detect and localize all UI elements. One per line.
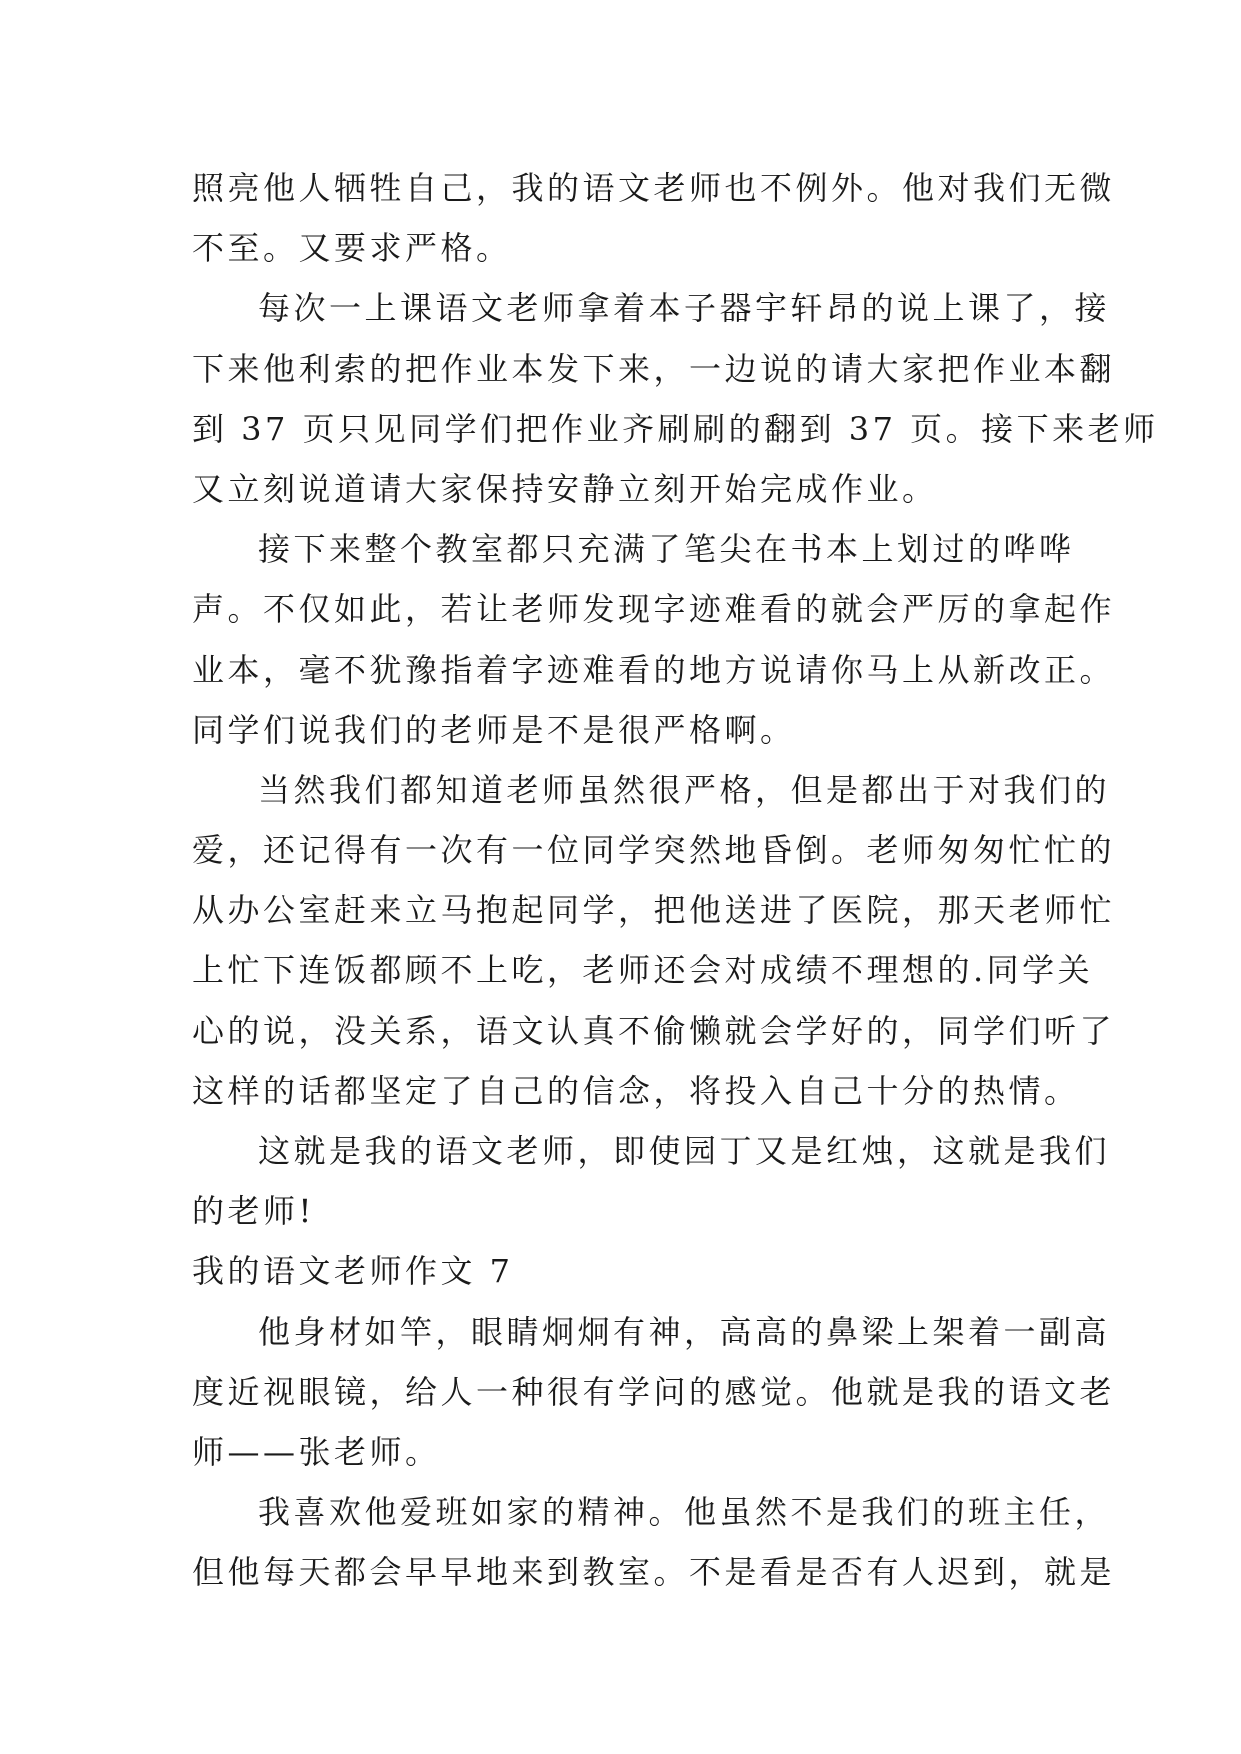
text-line: 心的说，没关系，语文认真不偷懒就会学好的，同学们听了 <box>192 1011 1116 1050</box>
text-line: 度近视眼镜，给人一种很有学问的感觉。他就是我的语文老 <box>192 1372 1116 1411</box>
text-line: 我喜欢他爱班如家的精神。他虽然不是我们的班主任， <box>258 1493 1111 1532</box>
text-line: 这就是我的语文老师，即使园丁又是红烛，这就是我们 <box>258 1132 1111 1170</box>
text-line: 到 37 页只见同学们把作业齐刷刷的翻到 37 页。接下来老师 <box>192 409 1159 448</box>
text-line: 当然我们都知道老师虽然很严格，但是都出于对我们的 <box>258 770 1111 809</box>
text-line: 照亮他人牺牲自己，我的语文老师也不例外。他对我们无微 <box>192 169 1116 207</box>
text-line: 的老师! <box>192 1192 315 1231</box>
text-line: 师——张老师。 <box>192 1432 441 1471</box>
text-line: 业本，毫不犹豫指着字迹难看的地方说请你马上从新改正。 <box>192 650 1116 689</box>
text-line: 从办公室赶来立马抱起同学，把他送进了医院，那天老师忙 <box>192 891 1116 930</box>
text-line: 同学们说我们的老师是不是很严格啊。 <box>192 710 796 749</box>
text-line: 下来他利索的把作业本发下来，一边说的请大家把作业本翻 <box>192 349 1116 388</box>
text-line: 爱，还记得有一次有一位同学突然地昏倒。老师匆匆忙忙的 <box>192 831 1116 870</box>
text-line: 他身材如竿，眼睛炯炯有神，高高的鼻梁上架着一副高 <box>258 1312 1111 1351</box>
text-line: 不至。又要求严格。 <box>192 229 512 268</box>
essay-body <box>192 158 1159 1603</box>
section-heading: 我的语文老师作文 7 <box>192 1252 514 1291</box>
text-line: 接下来整个教室都只充满了笔尖在书本上划过的哗哗 <box>258 530 1075 569</box>
text-line: 又立刻说道请大家保持安静立刻开始完成作业。 <box>192 469 938 508</box>
text-line: 上忙下连饭都顾不上吃，老师还会对成绩不理想的.同学关 <box>192 951 1094 990</box>
text-line: 但他每天都会早早地来到教室。不是看是否有人迟到，就是 <box>192 1553 1116 1592</box>
text-line: 这样的话都坚定了自己的信念，将投入自己十分的热情。 <box>192 1071 1080 1110</box>
text-line: 每次一上课语文老师拿着本子器宇轩昂的说上课了，接 <box>258 289 1111 328</box>
text-line: 声。不仅如此，若让老师发现字迹难看的就会严厉的拿起作 <box>192 590 1116 629</box>
